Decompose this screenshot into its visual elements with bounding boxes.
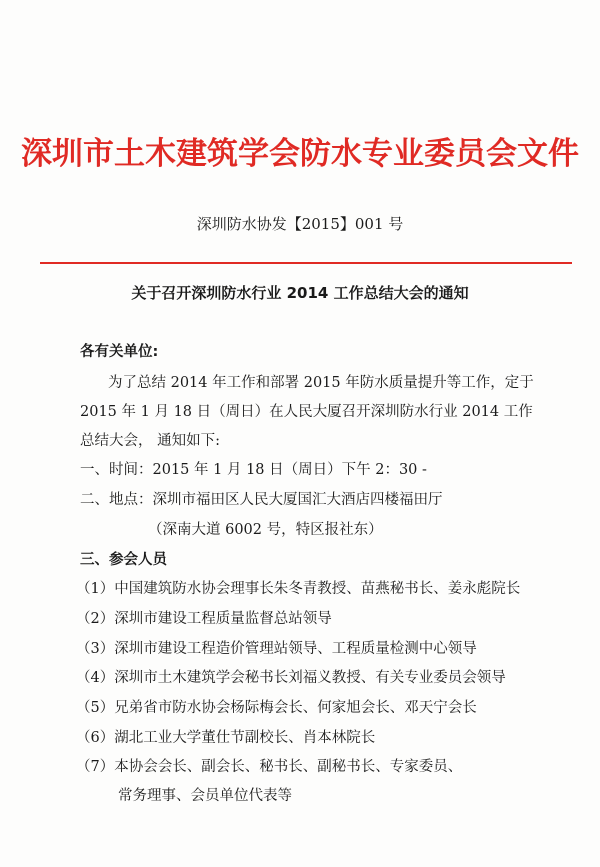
meeting-location-detail: （深南大道 6002 号，特区报社东） (148, 522, 383, 538)
attendees-heading: 三、参会人员 (80, 552, 167, 568)
intro-line: 为了总结 2014 年工作和部署 2015 年防水质量提升等工作，定于 (108, 375, 534, 391)
document-header-title: 深圳市土木建筑学会防水专业委员会文件 (21, 136, 579, 172)
intro-line: 总结大会， 通知如下: (80, 433, 220, 449)
attendee-item: （1）中国建筑防水协会理事长朱冬青教授、苗燕秘书长、姜永彪院长 (76, 581, 521, 597)
document-number: 深圳防水协发【2015】001 号 (196, 215, 404, 233)
attendee-item: （5）兄弟省市防水协会杨际梅会长、何家旭会长、邓天宁会长 (76, 700, 477, 716)
attendee-continuation: 常务理事、会员单位代表等 (118, 788, 292, 804)
attendee-item: （6）湖北工业大学董仕节副校长、肖本林院长 (76, 730, 376, 746)
attendee-item: （3）深圳市建设工程造价管理站领导、工程质量检测中心领导 (76, 641, 477, 657)
attendee-item: （4）深圳市土木建筑学会秘书长刘福义教授、有关专业委员会领导 (76, 670, 506, 686)
meeting-location: 二、地点：深圳市福田区人民大厦国汇大酒店四楼福田厅 (80, 492, 443, 508)
intro-line: 2015 年 1 月 18 日（周日）在人民大厦召开深圳防水行业 2014 工作 (80, 404, 533, 420)
attendee-item: （2）深圳市建设工程质量监督总站领导 (76, 611, 332, 627)
salutation: 各有关单位: (80, 344, 159, 360)
attendee-item: （7）本协会会长、副会长、秘书长、副秘书长、专家委员、 (76, 759, 463, 775)
red-divider (40, 262, 572, 264)
notice-title: 关于召开深圳防水行业 2014 工作总结大会的通知 (131, 284, 469, 302)
meeting-time: 一、时间：2015 年 1 月 18 日（周日）下午 2：30 - (80, 462, 427, 478)
